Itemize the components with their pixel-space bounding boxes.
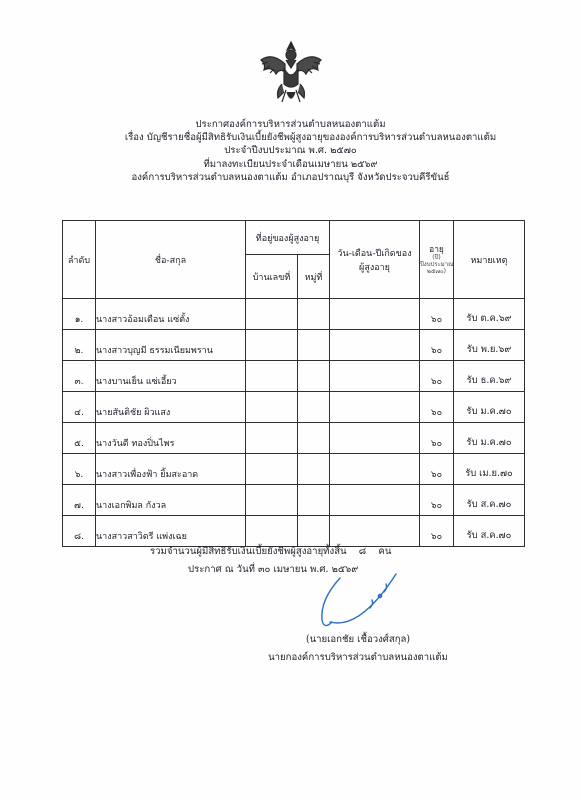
row-house-no bbox=[246, 330, 298, 361]
signatory-position: นายกองค์การบริหารส่วนตำบลหนองตาแต้ม bbox=[268, 652, 448, 663]
garuda-emblem-icon bbox=[256, 38, 326, 108]
row-birthdate bbox=[330, 485, 420, 516]
row-name: นางเอกพิมล กังวล bbox=[96, 485, 246, 516]
table-row bbox=[63, 516, 525, 547]
row-village bbox=[298, 392, 330, 423]
table-row bbox=[63, 361, 525, 392]
header-line-subject: เรื่อง บัญชีรายชื่อผู้มีสิทธิรับเงินเบี้ยยังชีพผู้สูงอายุขององค์การบริหารส่วนตำบลหนองตาแต้ม bbox=[124, 132, 497, 144]
row-house-no bbox=[246, 299, 298, 330]
row-note: รับ เม.ย.๗๐ bbox=[454, 454, 525, 485]
header-birthdate bbox=[330, 221, 420, 299]
row-village bbox=[298, 299, 330, 330]
header-line-registration: ที่มาลงทะเบียนประจำเดือนเมษายน ๒๕๖๙ bbox=[203, 158, 378, 170]
row-village bbox=[298, 454, 330, 485]
row-birthdate bbox=[330, 299, 420, 330]
header-line-location: องค์การบริหารส่วนตำบลหนองตาแต้ม อำเภอปราณบุรี จังหวัดประจวบคีรีขันธ์ bbox=[131, 171, 450, 183]
header-age-label: อายุ bbox=[429, 244, 444, 254]
row-birthdate bbox=[330, 516, 420, 547]
row-order: ๒. bbox=[63, 330, 96, 361]
row-house-no bbox=[246, 485, 298, 516]
row-name: นางสาวบุญมี ธรรมเนียมพราน bbox=[96, 330, 246, 361]
header-address: ที่อยู่ของผู้สูงอายุ bbox=[246, 221, 330, 255]
row-order: ๔. bbox=[63, 392, 96, 423]
row-order: ๗. bbox=[63, 485, 96, 516]
header-age bbox=[420, 221, 454, 299]
row-age: ๖๐ bbox=[420, 330, 454, 361]
row-village bbox=[298, 361, 330, 392]
row-name: นางสาวอ้อมเดือน แซ่ตั้ง bbox=[96, 299, 246, 330]
row-birthdate bbox=[330, 423, 420, 454]
header-line-fiscal-year: ประจำปีงบประมาณ พ.ศ. ๒๕๗๐ bbox=[224, 145, 357, 157]
signature-icon bbox=[300, 570, 420, 640]
table-row bbox=[63, 392, 525, 423]
header-birthdate-line1: วัน-เดือน-ปีเกิดของ bbox=[337, 248, 412, 259]
table-row bbox=[63, 423, 525, 454]
header-name: ชื่อ-สกุล bbox=[96, 221, 246, 299]
row-note: รับ ส.ค.๗๐ bbox=[454, 485, 525, 516]
header-village: หมู่ที่ bbox=[298, 255, 330, 299]
table-row bbox=[63, 330, 525, 361]
header-line-org: ประกาศองค์การบริหารส่วนตำบลหนองตาแต้ม bbox=[195, 119, 386, 130]
row-house-no bbox=[246, 392, 298, 423]
header-house-no: บ้านเลขที่ bbox=[246, 255, 298, 299]
header-birthdate-line2: ผู้สูงอายุ bbox=[359, 262, 390, 273]
signatory-name: (นายเอกชัย เชื้อวงศ์สกุล) bbox=[305, 634, 411, 645]
header-age-unit: (ปี) bbox=[432, 254, 441, 261]
row-house-no bbox=[246, 454, 298, 485]
announcement-date: ประกาศ ณ วันที่ ๓๐ เมษายน พ.ศ. ๒๕๖๙ bbox=[188, 564, 359, 575]
row-age: ๖๐ bbox=[420, 454, 454, 485]
row-order: ๘. bbox=[63, 516, 96, 547]
row-age: ๖๐ bbox=[420, 516, 454, 547]
row-order: ๑. bbox=[63, 299, 96, 330]
row-age: ๖๐ bbox=[420, 423, 454, 454]
row-name: นางบานเย็น แซ่เอี้ยว bbox=[96, 361, 246, 392]
row-name: นายสันติชัย ผิวแสง bbox=[96, 392, 246, 423]
row-note: รับ ต.ค.๖๙ bbox=[454, 299, 525, 330]
row-note: รับ ม.ค.๗๐ bbox=[454, 423, 525, 454]
row-note: รับ ม.ค.๗๐ bbox=[454, 392, 525, 423]
row-age: ๖๐ bbox=[420, 392, 454, 423]
row-birthdate bbox=[330, 392, 420, 423]
row-village bbox=[298, 516, 330, 547]
row-note: รับ ส.ค.๗๐ bbox=[454, 516, 525, 547]
header-age-year: ๒๕๗๐) bbox=[426, 268, 446, 275]
header-order: ลำดับ bbox=[63, 221, 96, 299]
header-note: หมายเหตุ bbox=[454, 221, 525, 299]
row-village bbox=[298, 485, 330, 516]
beneficiary-table bbox=[62, 220, 525, 547]
row-birthdate bbox=[330, 454, 420, 485]
table-row bbox=[63, 299, 525, 330]
table-row bbox=[63, 485, 525, 516]
row-name: นางวันดี ทองปิ่นไพร bbox=[96, 423, 246, 454]
header-age-basis: ปีงบประมาณ bbox=[420, 261, 454, 268]
row-village bbox=[298, 330, 330, 361]
total-count-line: รวมจำนวนผู้มีสิทธิรับเงินเบี้ยยังชีพผู้สูงอายุทั้งสิ้น ๘ คน bbox=[150, 546, 392, 557]
row-house-no bbox=[246, 516, 298, 547]
row-note: รับ ธ.ค.๖๙ bbox=[454, 361, 525, 392]
row-age: ๖๐ bbox=[420, 299, 454, 330]
row-age: ๖๐ bbox=[420, 485, 454, 516]
row-order: ๖. bbox=[63, 454, 96, 485]
row-note: รับ พ.ย.๖๙ bbox=[454, 330, 525, 361]
row-order: ๕. bbox=[63, 423, 96, 454]
row-order: ๓. bbox=[63, 361, 96, 392]
table-row bbox=[63, 454, 525, 485]
row-age: ๖๐ bbox=[420, 361, 454, 392]
row-birthdate bbox=[330, 330, 420, 361]
row-house-no bbox=[246, 423, 298, 454]
row-birthdate bbox=[330, 361, 420, 392]
row-name: นางสาวสาวิตรี แพ่งเฉย bbox=[96, 516, 246, 547]
row-name: นางสาวเพื่องฟ้า ยิ้มสะอาด bbox=[96, 454, 246, 485]
row-village bbox=[298, 423, 330, 454]
row-house-no bbox=[246, 361, 298, 392]
document-header bbox=[0, 118, 581, 184]
